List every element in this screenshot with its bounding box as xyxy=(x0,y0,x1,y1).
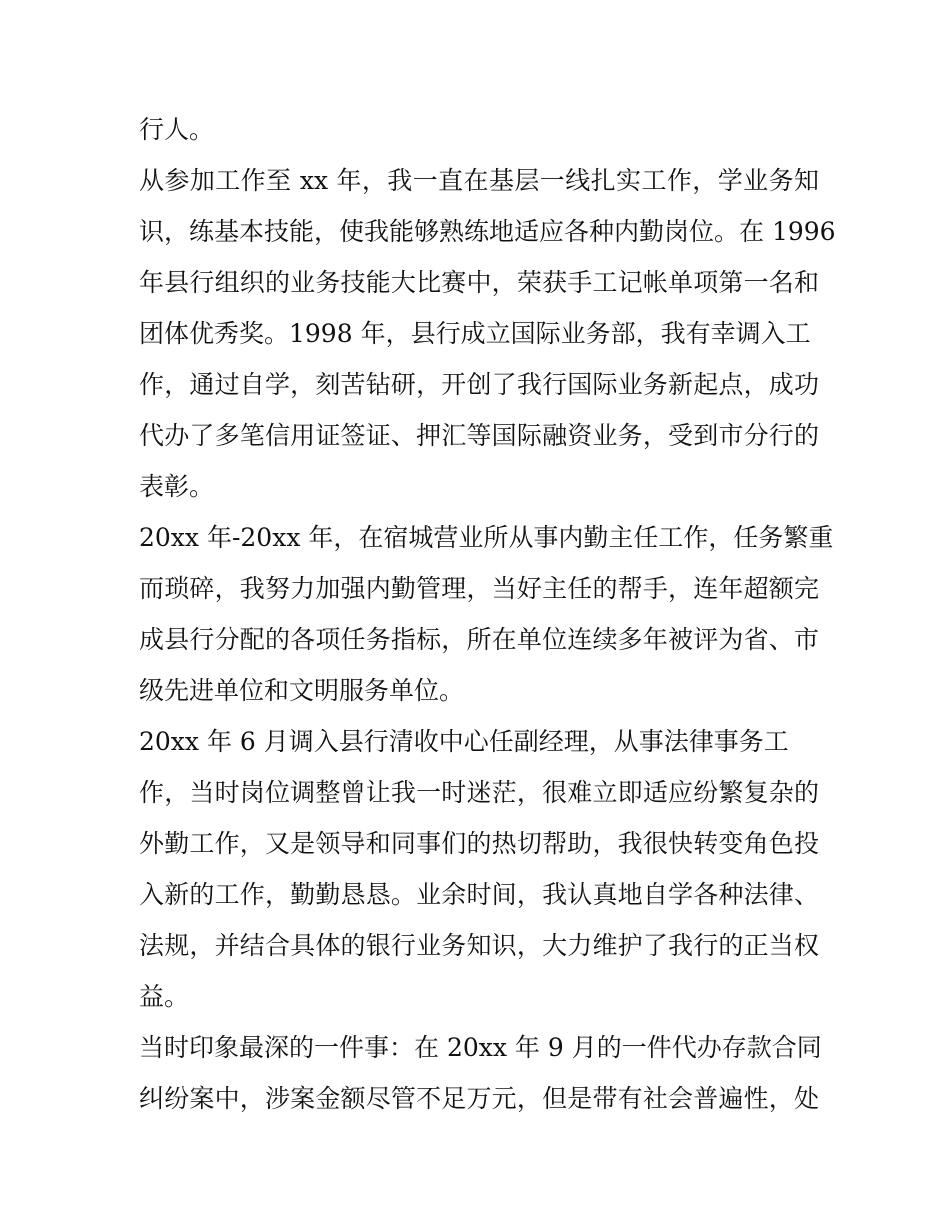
text-line: 外勤工作，又是领导和同事们的热切帮助，我很快转变角色投 xyxy=(139,829,819,858)
text-line: 而琐碎，我努力加强内勤管理，当好主任的帮手，连年超额完 xyxy=(139,574,819,603)
text-line: 当时印象最深的一件事：在 20xx 年 9 月的一件代办存款合同 xyxy=(139,1033,822,1062)
text-line: 从参加工作至 xx 年，我一直在基层一线扎实工作，学业务知 xyxy=(139,166,819,195)
text-line: 20xx 年 6 月调入县行清收中心任副经理，从事法律事务工 xyxy=(139,727,789,756)
text-line: 益。 xyxy=(139,982,190,1011)
text-line: 年县行组织的业务技能大比赛中，荣获手工记帐单项第一名和 xyxy=(139,268,819,297)
text-line: 法规，并结合具体的银行业务知识，大力维护了我行的正当权 xyxy=(139,931,819,960)
text-line: 团体优秀奖。1998 年，县行成立国际业务部，我有幸调入工 xyxy=(139,319,811,348)
body-text xyxy=(139,104,836,1124)
text-line: 代办了多笔信用证签证、押汇等国际融资业务，受到市分行的 xyxy=(139,421,819,450)
text-line: 作，通过自学，刻苦钻研，开创了我行国际业务新起点，成功 xyxy=(139,370,819,399)
text-line: 入新的工作，勤勤恳恳。业余时间，我认真地自学各种法律、 xyxy=(139,880,819,909)
text-line: 纠纷案中，涉案金额尽管不足万元，但是带有社会普遍性，处 xyxy=(139,1084,819,1113)
text-line: 行人。 xyxy=(139,115,215,144)
text-line: 表彰。 xyxy=(139,472,215,501)
text-line: 成县行分配的各项任务指标，所在单位连续多年被评为省、市 xyxy=(139,625,819,654)
text-line: 识，练基本技能，使我能够熟练地适应各种内勤岗位。在 1996 xyxy=(139,217,836,246)
text-line: 作，当时岗位调整曾让我一时迷茫，很难立即适应纷繁复杂的 xyxy=(139,778,819,807)
text-line: 级先进单位和文明服务单位。 xyxy=(139,676,465,705)
text-line: 20xx 年-20xx 年，在宿城营业所从事内勤主任工作，任务繁重 xyxy=(139,523,834,552)
